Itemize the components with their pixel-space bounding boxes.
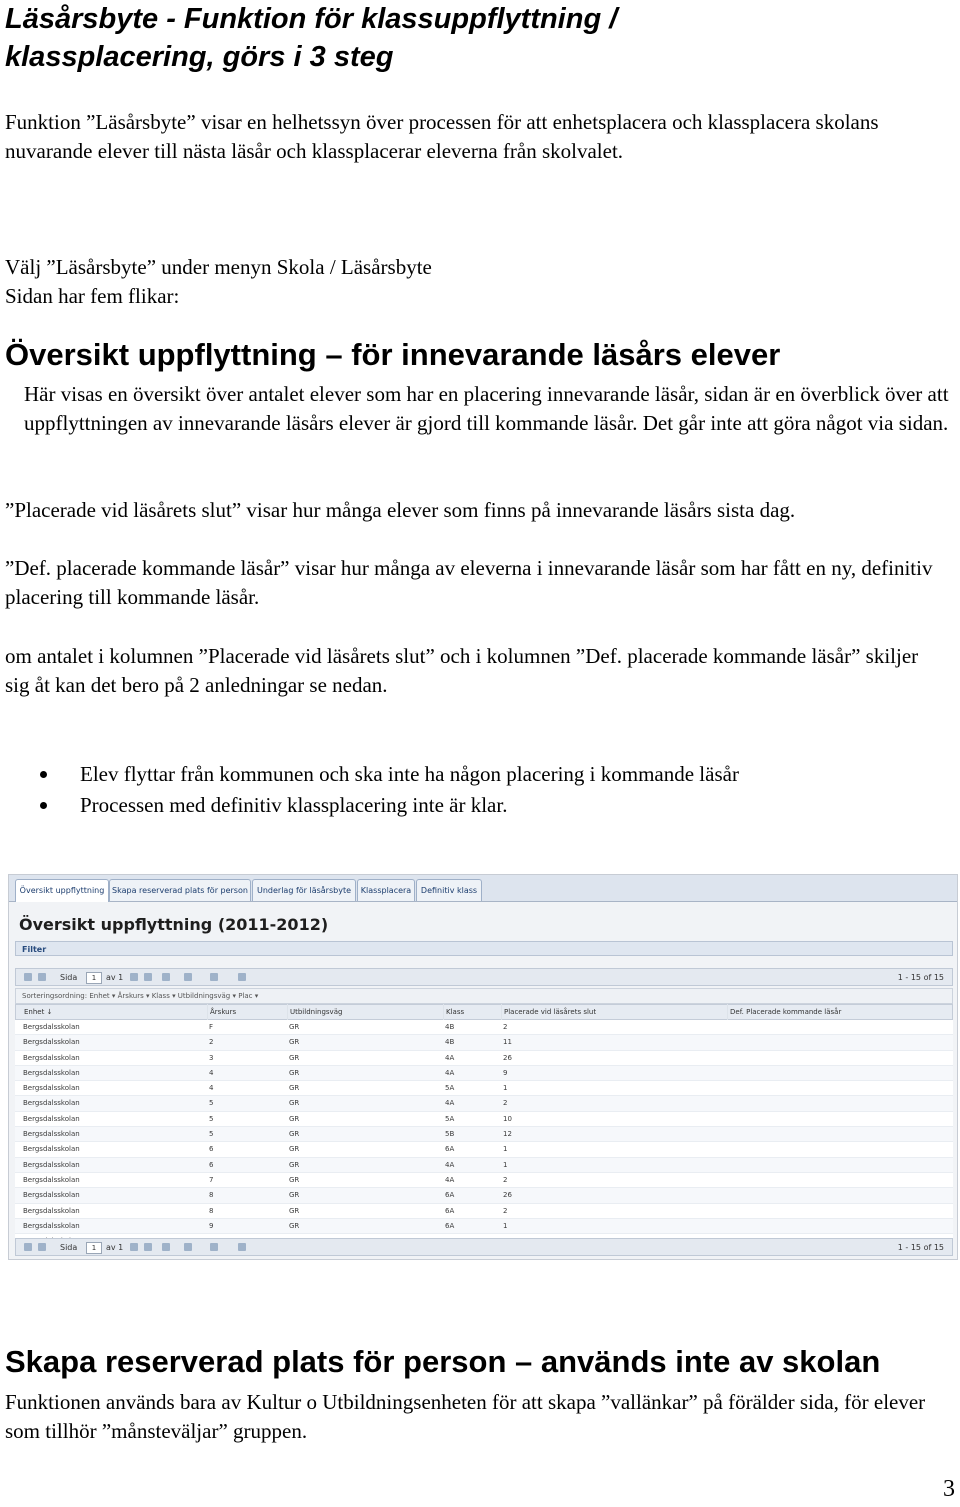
print-icon[interactable] [238, 973, 246, 981]
section-heading-overview: Översikt uppflyttning – för innevarande läsårs elever [5, 337, 781, 372]
export-icon[interactable] [210, 1243, 218, 1251]
table-row[interactable]: Bergsdalsskolan 5 GR 5A 10 [15, 1112, 953, 1127]
reserved-place-paragraph: Funktionen används bara av Kultur o Utbildningsenheten för att skapa ”vallänkar” på förälder sida, för elever som tillhör ”månsteväljar” gruppen. [5, 1390, 926, 1443]
tab-skapa-reserverad-plats[interactable]: Skapa reserverad plats för person [109, 879, 251, 901]
pager-bottom [15, 1238, 953, 1256]
menu-instruction: Välj ”Läsårsbyte” under menyn Skola / Läsårsbyte [5, 255, 432, 279]
print-icon[interactable] [238, 1243, 246, 1251]
refresh-icon[interactable] [162, 1243, 170, 1251]
record-count: 1 - 15 of 15 [897, 973, 944, 982]
prev-page-icon[interactable] [38, 973, 46, 981]
page-input[interactable]: 1 [86, 1242, 102, 1254]
prev-page-icon[interactable] [38, 1243, 46, 1251]
page-size-icon[interactable] [184, 973, 192, 981]
export-icon[interactable] [210, 973, 218, 981]
overview-paragraph: Här visas en översikt över antalet elever som har en placering innevarande läsår, sidan är en överblick över att uppflyttningen av innevarande läsårs elever är gjord till kommande läsår. Det går inte att göra något via sidan. [24, 382, 949, 435]
grid-rows [15, 1020, 953, 1249]
page-of-label: av 1 [106, 973, 124, 982]
overview-title: Översikt uppflyttning (2011-2012) [19, 915, 329, 934]
section-heading-reserved-place: Skapa reserverad plats för person – används inte av skolan [5, 1344, 881, 1379]
page-input[interactable]: 1 [86, 972, 102, 984]
column-header-enhet[interactable]: Enhet ↓ [24, 1008, 53, 1016]
table-row[interactable]: Bergsdalsskolan 4 GR 4A 9 [15, 1066, 953, 1081]
page-label: Sida [60, 1243, 78, 1252]
tabs-intro: Sidan har fem flikar: [5, 284, 180, 308]
table-row[interactable]: Bergsdalsskolan 8 GR 6A 26 [15, 1188, 953, 1203]
intro-paragraph: Funktion ”Läsårsbyte” visar en helhetssyn över processen för att enhetsplacera och klassplacera skolans nuvarande elever till nästa läsår och klassplacerar eleverna från skolvalet. [5, 110, 879, 163]
table-row[interactable]: Bergsdalsskolan F GR 4B 2 [15, 1020, 953, 1035]
tab-oversikt-uppflyttning[interactable]: Översikt uppflyttning [15, 879, 109, 902]
last-page-icon[interactable] [144, 973, 152, 981]
page-title-line-1: Läsårsbyte - Funktion för klassuppflyttning / [5, 3, 618, 35]
grid-header [15, 1004, 953, 1020]
table-row[interactable]: Bergsdalsskolan 7 GR 4A 2 [15, 1173, 953, 1188]
bullet-icon [40, 802, 47, 809]
app-screenshot [8, 874, 958, 1260]
refresh-icon[interactable] [162, 973, 170, 981]
reasons-list [0, 759, 739, 821]
column-header-def-placerade[interactable]: Def. Placerade kommande läsår [730, 1008, 842, 1016]
column-header-utbildningsvag[interactable]: Utbildningsväg [290, 1008, 343, 1016]
table-row[interactable]: Bergsdalsskolan 6 GR 6A 1 [15, 1142, 953, 1157]
page-number: 3 [943, 1476, 955, 1502]
filter-bar[interactable]: Filter [15, 941, 953, 956]
table-row[interactable]: Bergsdalsskolan 6 GR 4A 1 [15, 1158, 953, 1173]
table-row[interactable]: Bergsdalsskolan 5 GR 5B 12 [15, 1127, 953, 1142]
column-header-klass[interactable]: Klass [446, 1008, 465, 1016]
column-header-placerade-slut[interactable]: Placerade vid läsårets slut [504, 1008, 597, 1016]
tab-klassplacera[interactable]: Klassplacera [357, 879, 415, 901]
sort-order-bar[interactable]: Sorteringsordning: Enhet ▾ Årskurs ▾ Klass ▾ Utbildningsväg ▾ Plac ▾ [15, 988, 953, 1004]
next-page-icon[interactable] [130, 1243, 138, 1251]
list-item: Elev flyttar från kommunen och ska inte ha någon placering i kommande läsår [0, 759, 739, 790]
table-row[interactable]: Bergsdalsskolan 3 GR 4A 26 [15, 1051, 953, 1066]
table-row[interactable]: Bergsdalsskolan 8 GR 6A 2 [15, 1204, 953, 1219]
table-row[interactable]: Bergsdalsskolan 4 GR 5A 1 [15, 1081, 953, 1096]
table-row[interactable]: Bergsdalsskolan 9 GR 6A 1 [15, 1219, 953, 1234]
difference-paragraph: om antalet i kolumnen ”Placerade vid läsårets slut” och i kolumnen ”Def. placerade kommande läsår” skiljer sig åt kan det bero på 2 anledningar se nedan. [5, 644, 919, 697]
page-size-icon[interactable] [184, 1243, 192, 1251]
page-of-label: av 1 [106, 1243, 124, 1252]
pager-top [15, 968, 953, 986]
list-item: Processen med definitiv klassplacering inte är klar. [0, 790, 739, 821]
last-page-icon[interactable] [144, 1243, 152, 1251]
table-row[interactable]: Bergsdalsskolan 5 GR 4A 2 [15, 1096, 953, 1111]
page-title-line-2: klassplacering, görs i 3 steg [5, 41, 394, 73]
next-page-icon[interactable] [130, 973, 138, 981]
def-placed-paragraph: ”Def. placerade kommande läsår” visar hur många av eleverna i innevarande läsår som har fått en ny, definitiv placering till kommande läsår. [5, 556, 933, 609]
placed-at-year-end-paragraph: ”Placerade vid läsårets slut” visar hur många elever som finns på innevarande läsårs sista dag. [5, 498, 796, 522]
first-page-icon[interactable] [24, 973, 32, 981]
tab-definitiv-klass[interactable]: Definitiv klass [416, 879, 482, 901]
page-title [5, 0, 945, 76]
bullet-icon [40, 771, 47, 778]
page-label: Sida [60, 973, 78, 982]
first-page-icon[interactable] [24, 1243, 32, 1251]
tab-bar [9, 875, 957, 902]
record-count: 1 - 15 of 15 [897, 1243, 944, 1252]
column-header-arskurs[interactable]: Årskurs [210, 1008, 237, 1016]
table-row[interactable]: Bergsdalsskolan 2 GR 4B 11 [15, 1035, 953, 1050]
tab-underlag-lasarsbyte[interactable]: Underlag för läsårsbyte [252, 879, 356, 901]
